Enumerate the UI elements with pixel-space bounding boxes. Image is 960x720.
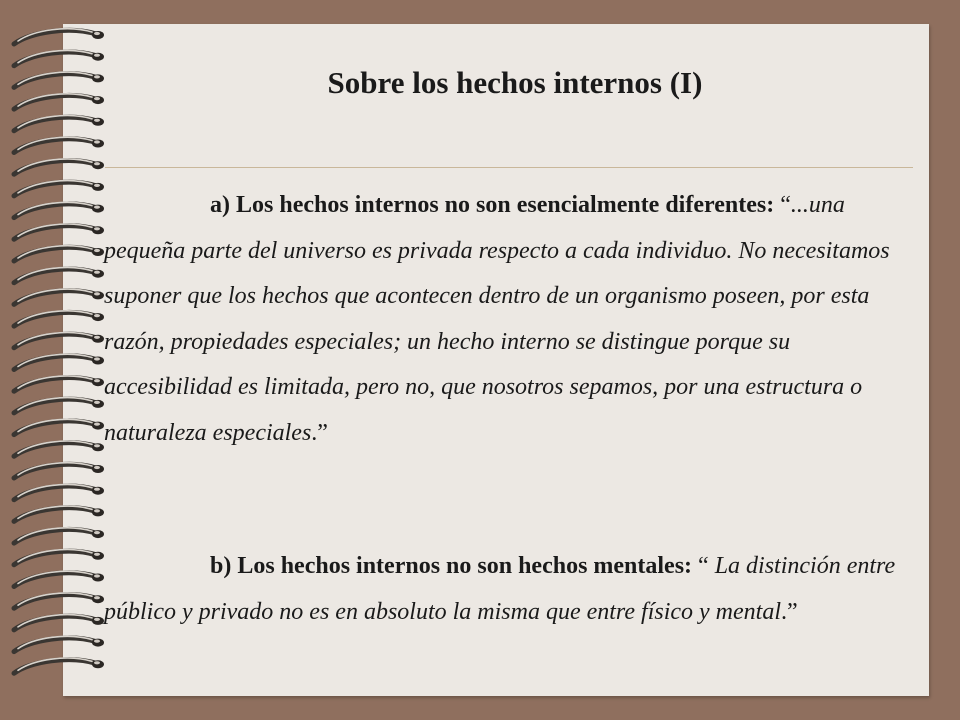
binding-ring — [14, 246, 104, 261]
binding-ring — [14, 333, 104, 348]
paragraph-a-lead: a) Los hechos internos no son esencialmente diferentes: — [210, 192, 775, 218]
paragraph-a-quote: ...una pequeña parte del universo es privada respecto a cada individuo. No necesitamos suponer que los hechos que acontecen dentro de un organismo poseen, por esta razón, propiedades especiales; un hecho interno se distingue porque su accesibilidad es limitada, pero no, que nosotros sepamos, por una estructura o naturaleza especiales — [104, 192, 890, 446]
paragraph-b — [104, 544, 904, 635]
binding-ring — [14, 615, 104, 630]
paragraph-a-open-quote: “ — [774, 192, 791, 218]
binding-ring — [14, 506, 104, 521]
binding-ring — [14, 137, 104, 152]
binding-ring — [14, 224, 104, 239]
binding-ring — [14, 50, 104, 65]
binding-ring — [14, 528, 104, 543]
paragraph-b-close-quote: .” — [781, 598, 798, 625]
paragraph-b-quote: La distinción entre público y privado no es en absoluto la misma que entre físico y mental — [104, 553, 896, 625]
binding-ring — [14, 202, 104, 217]
paragraph-b-open-quote: “ — [692, 553, 715, 579]
paragraph-b-lead: b) Los hechos internos no son hechos mentales: — [210, 553, 693, 579]
binding-ring — [14, 550, 104, 565]
binding-ring — [14, 376, 104, 391]
binding-ring — [14, 593, 104, 608]
binding-ring — [14, 484, 104, 499]
binding-ring — [14, 267, 104, 282]
binding-ring — [14, 463, 104, 478]
binding-ring — [14, 311, 104, 326]
binding-ring — [14, 398, 104, 413]
binding-ring — [14, 571, 104, 586]
spiral-binding-icon — [10, 0, 110, 720]
binding-ring — [14, 29, 104, 44]
binding-ring — [14, 636, 104, 651]
binding-ring — [14, 289, 104, 304]
slide-title: Sobre los hechos internos (I) — [327, 65, 703, 100]
binding-ring — [14, 181, 104, 196]
paragraph-a — [104, 183, 904, 456]
binding-ring — [14, 159, 104, 174]
binding-ring — [14, 441, 104, 456]
binding-ring — [14, 116, 104, 131]
binding-ring — [14, 419, 104, 434]
paragraph-a-close-quote: .” — [311, 419, 328, 446]
binding-ring — [14, 354, 104, 369]
title-divider — [105, 167, 913, 168]
binding-ring — [14, 658, 104, 673]
